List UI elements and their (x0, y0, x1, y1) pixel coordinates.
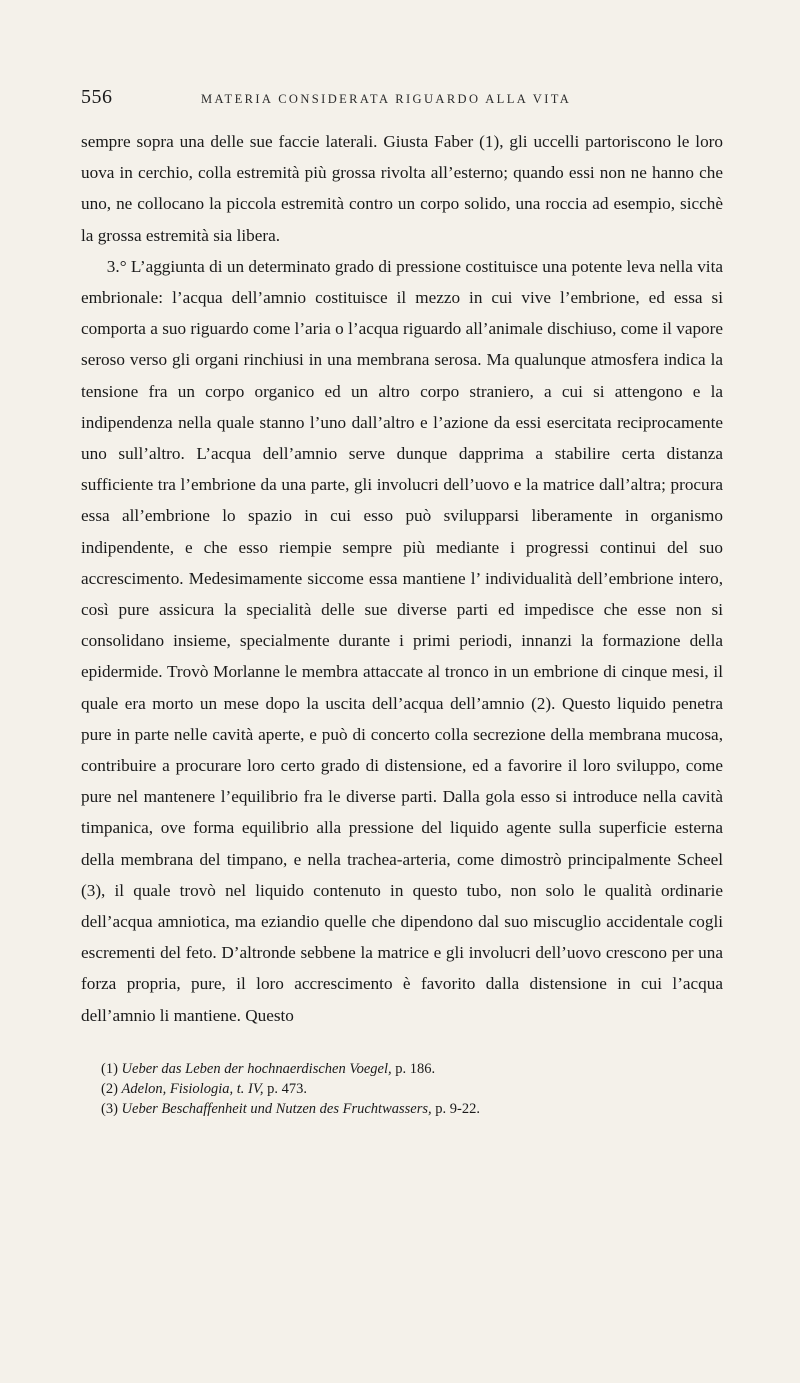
footnote-title: Ueber das Leben der hochnaerdischen Voegel, (121, 1060, 392, 1077)
footnote-title: Ueber Beschaffenheit und Nutzen des Fruchtwassers, (121, 1100, 432, 1117)
footnote-number: (1) (101, 1060, 118, 1077)
page-header (81, 86, 723, 116)
footnotes (81, 1059, 723, 1119)
footnote-ref: p. 186. (395, 1060, 436, 1077)
footnote-ref: p. 9-22. (435, 1100, 480, 1117)
footnote-number: (3) (101, 1100, 118, 1117)
footnote-title: Adelon, Fisiologia, t. IV, (121, 1080, 264, 1097)
paragraph-3: 3.° L’aggiunta di un determinato grado di pressione costituisce una potente leva nella vita embrionale: l’acqua dell’amnio costituisce il mezzo in cui vive l’embrione, ed essa si comporta a suo riguardo come l’aria o l’acqua riguardo all’animale dischiuso, come il vapore seroso verso gli organi rinchiusi in una membrana serosa. Ma qualunque atmosfera indica la tensione fra un corpo organico ed un altro corpo straniero, a cui si attengono e la indipendenza nella quale stanno l’uno dall’altro e l’azione da essi esercitata reciprocamente uno sull’altro. L’acqua dell’amnio serve dunque dapprima a stabilire certa distanza sufficiente tra l’embrione da una parte, gli involucri dell’uovo e la matrice dall’altra; procura essa all’embrione lo spazio in cui esso può svilupparsi liberamente in organismo indipendente, e che esso riempie sempre più mediante i progressi continui del suo accrescimento. Medesimamente siccome essa mantiene l’ individualità dell’embrione intero, così pure assicura la specialità delle sue diverse parti ed impedisce che esse non si consolidano insieme, specialmente durante i primi periodi, innanzi la formazione della epidermide. Trovò Morlanne le membra attaccate al tronco in un embrione di cinque mesi, il quale era morto un mese dopo la uscita dell’acqua dell’amnio (2). Questo liquido penetra pure in parte nelle cavità aperte, e può di concerto colla secrezione della membrana mucosa, contribuire a procurare loro certo grado di distensione, ed a favorire il loro sviluppo, come pure nel mantenere l’equilibrio fra le diverse parti. Dalla gola esso si introduce nella cavità timpanica, ove forma equilibrio alla pressione del liquido agente sulla superficie esterna della membrana del timpano, e nella trachea-arteria, come dimostrò principalmente Scheel (3), il quale trovò nel liquido contenuto in questo tubo, non solo le qualità ordinarie dell’acqua amniotica, ma eziandio quelle che dipendono dal suo miscuglio accidentale cogli escrementi del feto. D’altronde sebbene la matrice e gli involucri dell’uovo crescono per una forza propria, pure, il loro accrescimento è favorito dalla distensione in cui l’acqua dell’amnio li mantiene. Questo (81, 256, 723, 1025)
footnote-number: (2) (101, 1080, 118, 1097)
footnote-2 (101, 1079, 723, 1099)
footnote-ref: p. 473. (267, 1080, 307, 1097)
paragraph-continuation: sempre sopra una delle sue faccie laterali. Giusta Faber (1), gli uccelli partoriscono le loro uova in cerchio, colla estremità più grossa rivolta all’esterno; quando essi non ne hanno che uno, ne collocano la piccola estremità contro un corpo solido, una roccia ad esempio, sicchè la grossa estremità sia libera. (81, 132, 723, 245)
footnote-1 (101, 1059, 723, 1079)
book-page (81, 86, 723, 1119)
page-number: 556 (81, 86, 113, 108)
main-text (81, 126, 723, 1031)
running-head: MATERIA CONSIDERATA RIGUARDO ALLA VITA (201, 92, 572, 106)
footnote-3 (101, 1099, 723, 1119)
